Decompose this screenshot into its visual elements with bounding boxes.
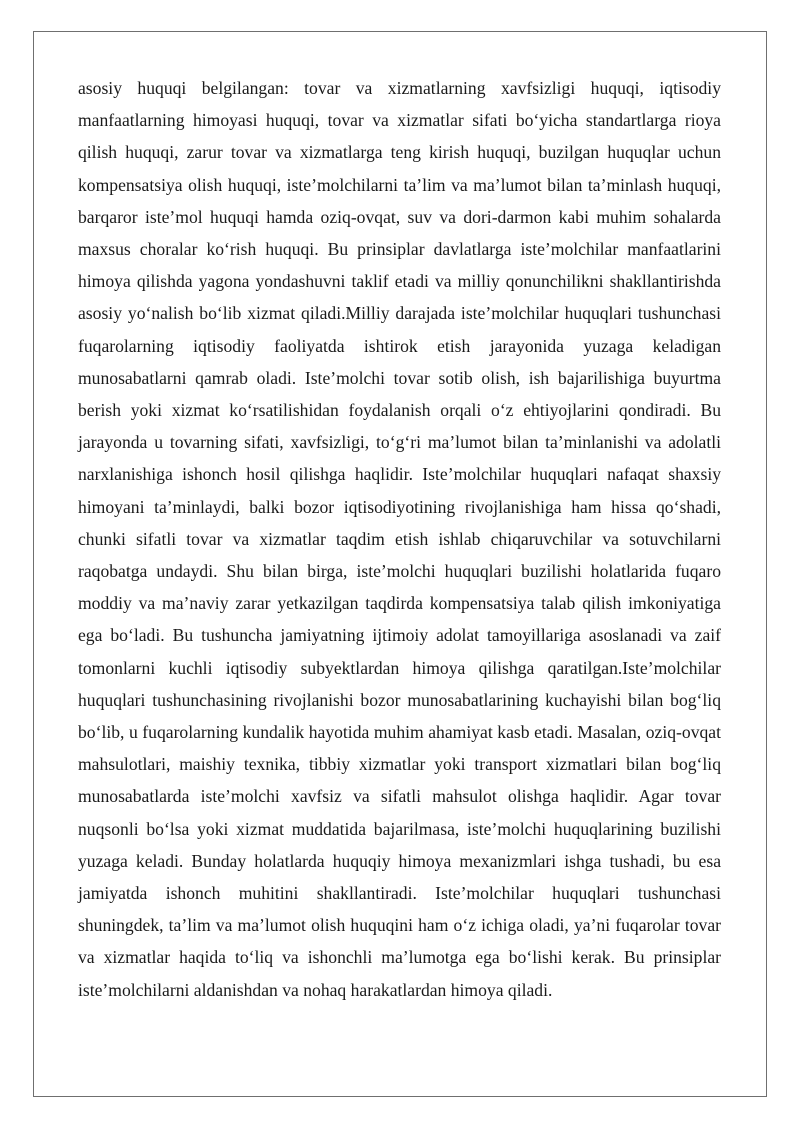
document-body-text: asosiy huquqi belgilangan: tovar va xizmatlarning xavfsizligi huquqi, iqtisodiy manfaatlarning himoyasi huquqi, tovar va xizmatlar sifati bo‘yicha standartlarga rioya qilish huquqi, zarur tovar va xizmatlarga teng kirish huquqi, buzilgan huquqlar uchun kompensatsiya olish huquqi, iste’molchilarni ta’lim va ma’lumot bilan ta’minlash huquqi, barqaror iste’mol huquqi hamda oziq-ovqat, suv va dori-darmon kabi muhim sohalarda maxsus choralar ko‘rish huquqi. Bu prinsiplar davlatlarga iste’molchilar manfaatlarini himoya qilishda yagona yondashuvni taklif etadi va milliy qonunchilikni shakllantirishda asosiy yo‘nalish bo‘lib xizmat qiladi.Milliy darajada iste’molchilar huquqlari tushunchasi fuqarolarning iqtisodiy faoliyatda ishtirok etish jarayonida yuzaga keladigan munosabatlarni qamrab oladi. Iste’molchi tovar sotib olish, ish bajarilishiga buyurtma berish yoki xizmat ko‘rsatilishidan foydalanish orqali o‘z ehtiyojlarini qondiradi. Bu jarayonda u tovarning sifati, xavfsizligi, to‘g‘ri ma’lumot bilan ta’minlanishi va adolatli narxlanishiga ishonch hosil qilishga haqlidir. Iste’molchilar huquqlari nafaqat shaxsiy himoyani ta’minlaydi, balki bozor iqtisodiyotining rivojlanishiga ham hissa qo‘shadi, chunki sifatli tovar va xizmatlar taqdim etish ishlab chiqaruvchilar va sotuvchilarni raqobatga undaydi. Shu bilan birga, iste’molchi huquqlari buzilishi holatlarida fuqaro moddiy va ma’naviy zarar yetkazilgan taqdirda kompensatsiya talab qilish imkoniyatiga ega bo‘ladi. Bu tushuncha jamiyatning ijtimoiy adolat tamoyillariga asoslanadi va zaif tomonlarni kuchli iqtisodiy subyektlardan himoya qilishga qaratilgan.Iste’molchilar huquqlari tushunchasining rivojlanishi bozor munosabatlarining kuchayishi bilan bog‘liq bo‘lib, u fuqarolarning kundalik hayotida muhim ahamiyat kasb etadi. Masalan, oziq-ovqat mahsulotlari, maishiy texnika, tibbiy xizmatlar yoki transport xizmatlari bilan bog‘liq munosabatlarda iste’molchi xavfsiz va sifatli mahsulot olishga haqlidir. Agar tovar nuqsonli bo‘lsa yoki xizmat muddatida bajarilmasa, iste’molchi huquqlarining buzilishi yuzaga keladi. Bunday holatlarda huquqiy himoya mexanizmlari ishga tushadi, bu esa jamiyatda ishonch muhitini shakllantiradi. Iste’molchilar huquqlari tushunchasi shuningdek, ta’lim va ma’lumot olish huquqini ham o‘z ichiga oladi, ya’ni fuqarolar tovar va xizmatlar haqida to‘liq va ishonchli ma’lumotga ega bo‘lishi kerak. Bu prinsiplar iste’molchilarni aldanishdan va nohaq harakatlardan himoya qiladi.: [78, 78, 721, 1000]
